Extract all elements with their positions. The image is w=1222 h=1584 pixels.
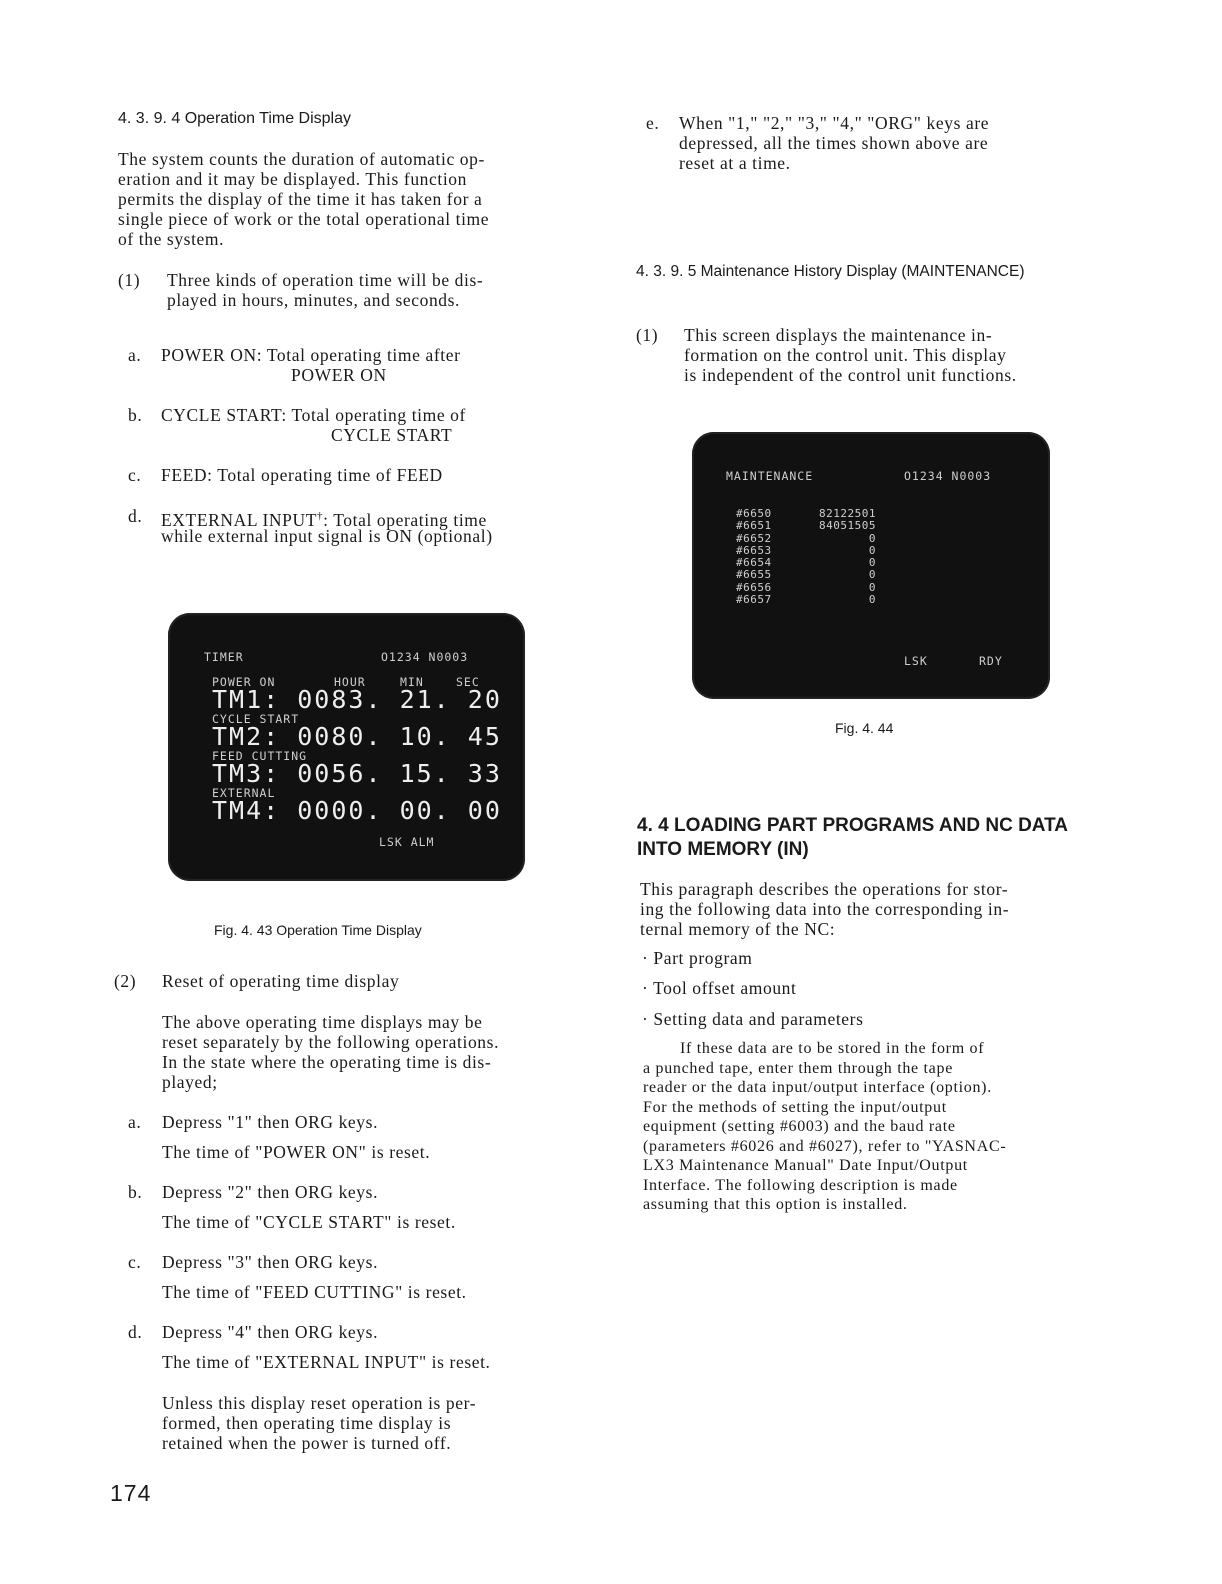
maint-param: #6651 (736, 519, 772, 533)
reset-b-result: The time of "CYCLE START" is reset. (162, 1212, 456, 1232)
item-e-line: depressed, all the times shown above are (679, 133, 989, 153)
maint-screen-program: O1234 N0003 (904, 469, 992, 483)
item-d-label: d. (128, 506, 143, 526)
maint-value: 84051505 (819, 519, 876, 533)
intro-line: permits the display of the time it has taken for a (118, 189, 483, 209)
item-1-text (167, 270, 483, 310)
maint-value: 0 (868, 568, 876, 582)
final-line: Interface. The following description is made (643, 1176, 958, 1194)
maintenance-crt-screen (692, 432, 1050, 699)
right-item-1-text (684, 325, 1017, 385)
maint-param: #6655 (736, 568, 772, 582)
closing-paragraph (162, 1393, 476, 1453)
reset-a-label: a. (128, 1112, 142, 1132)
timer-tm3-label: FEED CUTTING (212, 749, 308, 763)
bullet-text: Setting data and parameters (653, 1009, 864, 1029)
item-2-title: Reset of operating time display (162, 971, 400, 991)
item-2-line: In the state where the operating time is dis- (162, 1052, 492, 1072)
timer-screen-title: TIMER (204, 650, 244, 664)
final-line: reader or the data input/output interface (option). (643, 1079, 992, 1096)
section-intro (640, 879, 1009, 939)
intro-paragraph (118, 149, 489, 249)
item-1-number: (1) (118, 270, 141, 290)
item-a-line2: POWER ON (291, 365, 387, 385)
final-line: assuming that this option is installed. (643, 1196, 908, 1213)
item-d-term: EXTERNAL INPUT (161, 509, 317, 530)
timer-tm2-label: CYCLE START (212, 712, 300, 726)
reset-a-step: Depress "1" then ORG keys. (162, 1112, 379, 1132)
intro-line: The system counts the duration of automatic op- (118, 149, 485, 169)
item-d-desc: : Total operating time (323, 509, 487, 530)
item-2-line: played; (162, 1072, 218, 1092)
timer-col-hour: HOUR (334, 675, 366, 689)
intro-line: eration and it may be displayed. This function (118, 169, 468, 189)
reset-d-step: Depress "4" then ORG keys. (162, 1322, 379, 1342)
maint-param: #6650 (736, 507, 772, 520)
maint-param: #6657 (736, 593, 772, 607)
dagger-mark: † (317, 510, 324, 522)
maint-param: #6654 (736, 556, 772, 570)
final-paragraph (643, 1039, 1006, 1215)
item-e-text (679, 113, 989, 173)
timer-tm1-value: TM1: 0083. 21. 20 (212, 685, 502, 714)
section-intro-line: ternal memory of the NC: (640, 919, 836, 939)
final-line: equipment (setting #6003) and the baud rate (643, 1118, 956, 1135)
final-line: LX3 Maintenance Manual" Date Input/Output (643, 1157, 968, 1174)
intro-line: single piece of work or the total operational time (118, 209, 490, 229)
maint-value: 0 (868, 593, 876, 607)
right-item-1-line: formation on the control unit. This display (684, 345, 1007, 365)
timer-screen-program: O1234 N0003 (381, 650, 469, 664)
section-intro-line: This paragraph describes the operations for stor- (640, 879, 1009, 899)
maint-value: 0 (868, 531, 876, 545)
timer-status: LSK ALM (379, 835, 435, 849)
right-item-1-number: (1) (636, 325, 659, 345)
maint-value-column (806, 508, 876, 606)
item-a-line1: POWER ON: Total operating time after (161, 345, 461, 365)
reset-c-step: Depress "3" then ORG keys. (162, 1252, 379, 1272)
reset-a-result: The time of "POWER ON" is reset. (162, 1142, 431, 1162)
item-b-label: b. (128, 405, 143, 425)
item-e-line: reset at a time. (679, 153, 791, 173)
item-e-label: e. (646, 113, 660, 133)
maint-value: 0 (868, 580, 876, 594)
figure-caption-443: Fig. 4. 43 Operation Time Display (214, 922, 422, 938)
timer-col-min: MIN (400, 675, 424, 689)
item-2-line: reset separately by the following operations. (162, 1032, 500, 1052)
reset-d-result: The time of "EXTERNAL INPUT" is reset. (162, 1352, 491, 1372)
reset-d-label: d. (128, 1322, 143, 1342)
item-c-line: FEED: Total operating time of FEED (161, 465, 443, 485)
maint-param: #6653 (736, 543, 772, 557)
section-heading-4394: 4. 3. 9. 4 Operation Time Display (118, 110, 351, 127)
section-title-line: 4. 4 LOADING PART PROGRAMS AND NC DATA (637, 815, 1069, 836)
reset-c-label: c. (128, 1252, 142, 1272)
final-line: For the methods of setting the input/output (643, 1098, 947, 1116)
item-1-line: Three kinds of operation time will be dis- (167, 270, 484, 290)
maint-value: 0 (868, 556, 876, 570)
closing-line: formed, then operating time display is (162, 1413, 452, 1433)
timer-tm2-value: TM2: 0080. 10. 45 (212, 722, 502, 751)
item-c-label: c. (128, 465, 142, 485)
right-item-1-line: This screen displays the maintenance in- (684, 325, 993, 345)
closing-line: Unless this display reset operation is per- (162, 1393, 477, 1413)
closing-line: retained when the power is turned off. (162, 1433, 452, 1453)
maint-screen-title: MAINTENANCE (726, 469, 814, 483)
figure-caption-444: Fig. 4. 44 (835, 720, 894, 736)
timer-col-power-on: POWER ON (212, 675, 276, 689)
section-heading-4395: 4. 3. 9. 5 Maintenance History Display (MAINTENANCE) (636, 263, 1025, 280)
maint-param: #6652 (736, 531, 772, 545)
timer-tm4-value: TM4: 0000. 00. 00 (212, 796, 502, 825)
final-line: a punched tape, enter them through the tape (643, 1059, 953, 1077)
item-e-line: When "1," "2," "3," "4," "ORG" keys are (679, 113, 990, 133)
intro-line: of the system. (118, 229, 225, 249)
item-d-line2: while external input signal is ON (optional) (161, 526, 493, 546)
item-2-number: (2) (114, 971, 137, 991)
page-number: 174 (110, 1480, 152, 1506)
item-a-label: a. (128, 345, 142, 365)
maint-status-lsk: LSK (904, 654, 928, 668)
bullet-text: Part program (653, 948, 753, 968)
reset-c-result: The time of "FEED CUTTING" is reset. (162, 1282, 467, 1302)
timer-tm4-label: EXTERNAL (212, 786, 276, 800)
timer-col-sec: SEC (456, 675, 480, 689)
maint-param-column (736, 508, 772, 606)
item-b-line2: CYCLE START (331, 425, 453, 445)
reset-b-label: b. (128, 1182, 143, 1202)
item-2-paragraph (162, 1012, 499, 1092)
maint-param: #6656 (736, 580, 772, 594)
maint-status-rdy: RDY (979, 654, 1003, 668)
item-2-line: The above operating time displays may be (162, 1012, 483, 1032)
bullet-text: Tool offset amount (653, 978, 797, 998)
bullet-item: · Part program (642, 948, 753, 968)
timer-tm3-value: TM3: 0056. 15. 33 (212, 759, 502, 788)
timer-crt-screen (168, 613, 525, 881)
section-intro-line: ing the following data into the corresponding in- (640, 899, 1010, 919)
bullet-item: · Tool offset amount (642, 978, 797, 998)
section-title-line: INTO MEMORY (IN) (637, 839, 809, 860)
reset-b-step: Depress "2" then ORG keys. (162, 1182, 379, 1202)
item-1-line: played in hours, minutes, and seconds. (167, 290, 461, 310)
maint-value: 0 (868, 543, 876, 557)
maint-value: 82122501 (819, 507, 876, 520)
section-title-44 (637, 814, 1068, 862)
right-item-1-line: is independent of the control unit functions. (684, 365, 1017, 385)
final-line: If these data are to be stored in the form of (680, 1040, 985, 1057)
item-b-line1: CYCLE START: Total operating time of (161, 405, 466, 425)
final-line: (parameters #6026 and #6027), refer to "YASNAC- (643, 1137, 1007, 1155)
bullet-item: · Setting data and parameters (642, 1009, 864, 1029)
